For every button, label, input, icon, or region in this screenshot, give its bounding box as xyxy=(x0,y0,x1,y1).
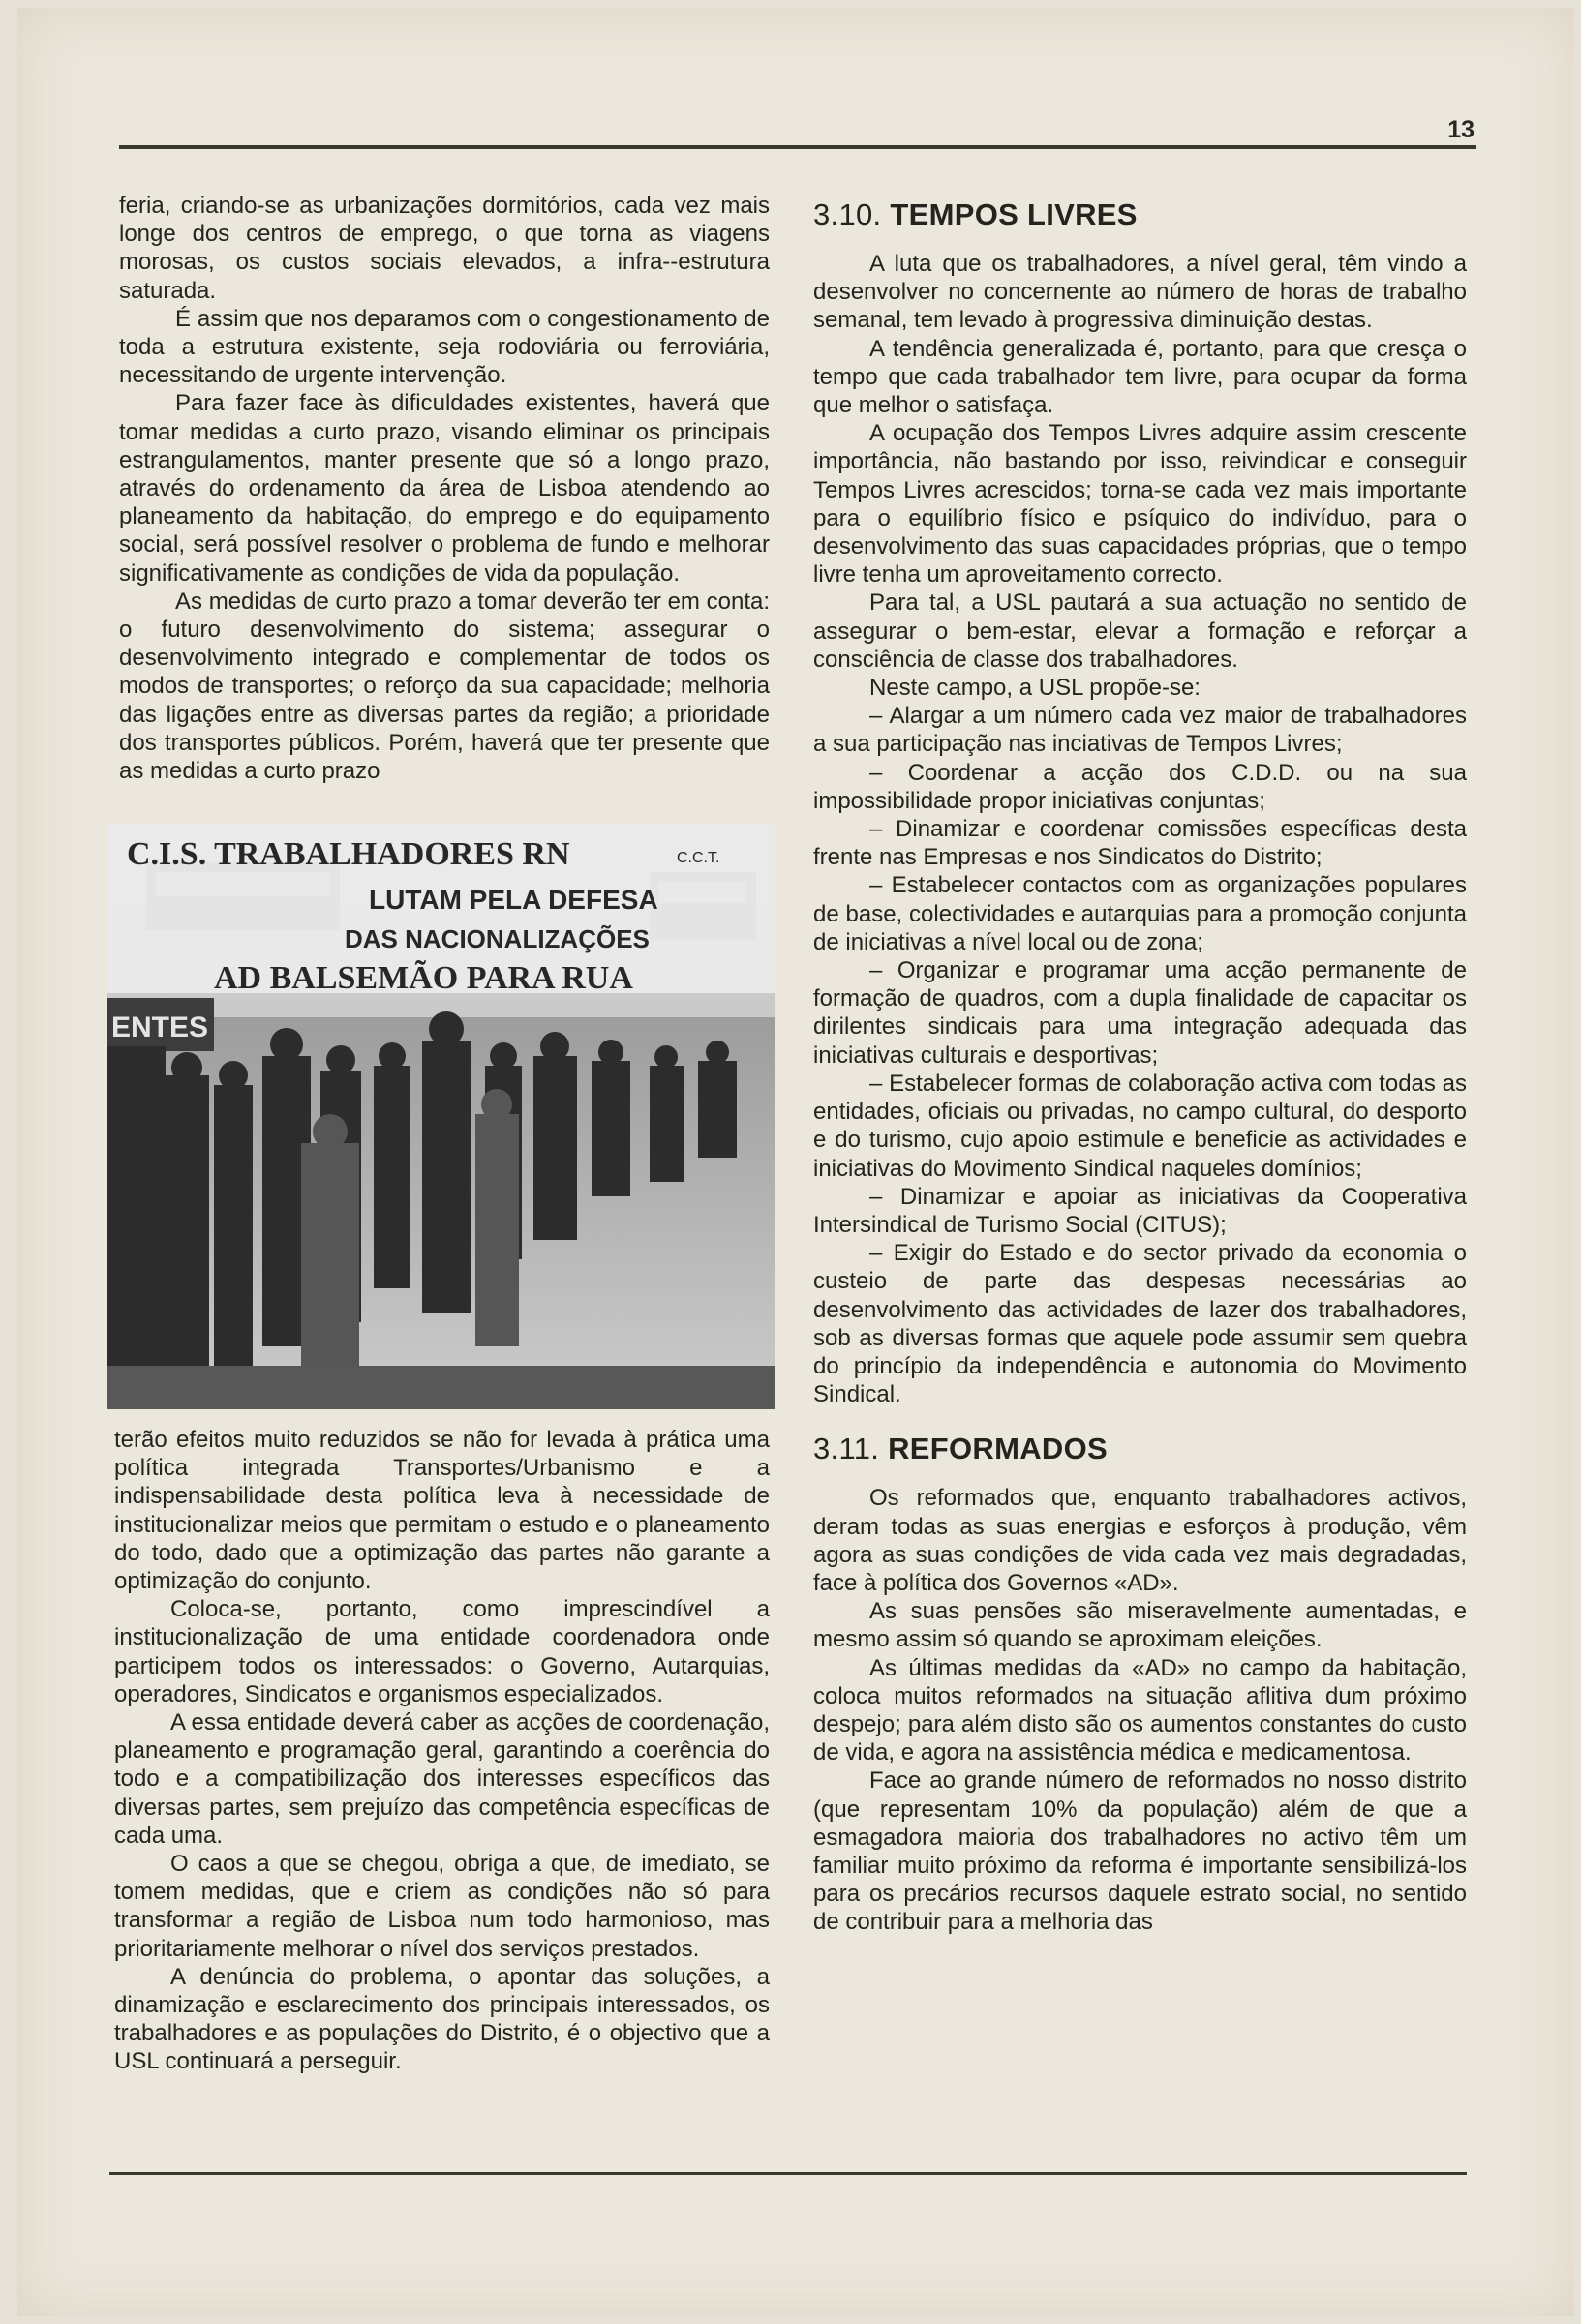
list-item: – Dinamizar e apoiar as iniciativas da Cooperativa Intersindical de Turismo Social (CITUS); xyxy=(813,1183,1467,1238)
body-paragraph: Coloca-se, portanto, como imprescindível a institucionalização de uma entidade coordenadora onde participem todos os interessados: o Governo, Autarquias, operadores, Sindicatos e organismos especializados. xyxy=(114,1596,770,1707)
list-item: – Estabelecer contactos com as organizações populares de base, colectividades e autarquias para a promoção conjunta de iniciativas a nível local ou de zona; xyxy=(813,872,1467,955)
left-column-top xyxy=(119,192,770,816)
list-item: – Dinamizar e coordenar comissões específicas desta frente nas Empresas e nos Sindicatos do Distrito; xyxy=(813,816,1467,871)
body-paragraph: Os reformados que, enquanto trabalhadores activos, deram todas as suas energias e esforços à produção, vêm agora as suas condições de vida cada vez mais degradadas, face à política dos Governos «AD». xyxy=(813,1485,1467,1596)
list-item: – Alargar a um número cada vez maior de trabalhadores a sua participação nas inciativas de Tempos Livres; xyxy=(813,703,1467,758)
banner-line-1: C.I.S. TRABALHADORES RN xyxy=(127,836,570,872)
section-heading-reformados xyxy=(813,1430,1467,1468)
right-column xyxy=(813,192,1467,2137)
top-rule xyxy=(119,145,1476,149)
section-heading-tempos-livres xyxy=(813,196,1467,234)
body-paragraph: As medidas de curto prazo a tomar deverão ter em conta: o futuro desenvolvimento do sistema; assegurar o desenvolvimento integrado e complementar de todos os modos de transportes; o reforço da sua capacidade; melhoria das ligações entre as diversas partes da região; a prioridade dos transportes públicos. Porém, haverá que ter presente que as medidas a curto prazo xyxy=(119,588,770,785)
list-item: – Estabelecer formas de colaboração activa com todas as entidades, oficiais ou privadas, no campo cultural, do desporto e do turismo, cujo apoio estimule e beneficie as actividades e iniciativas do Movimento Sindical naqueles domínios; xyxy=(813,1070,1467,1182)
body-paragraph: feria, criando-se as urbanizações dormitórios, cada vez mais longe dos centros de emprego, o que torna as viagens morosas, os custos sociais elevados, a infra--estrutura saturada. xyxy=(119,193,770,304)
protest-photo xyxy=(107,824,775,1409)
bottom-rule xyxy=(109,2172,1467,2175)
body-paragraph: O caos a que se chegou, obriga a que, de imediato, se tomem medidas, que e criem as condições não só para transformar a região de Lisboa num todo harmonioso, mas prioritariamente melhorar o nível dos serviços prestados. xyxy=(114,1851,770,1962)
body-paragraph: Para tal, a USL pautará a sua actuação no sentido de assegurar o bem-estar, elevar a formação e reforçar a consciência de classe dos trabalhadores. xyxy=(813,589,1467,673)
body-paragraph: A ocupação dos Tempos Livres adquire assim crescente importância, não bastando por isso, reivindicar e conseguir Tempos Livres acrescidos; torna-se cada vez mais importante para o equilíbrio físico e psíquico do indivíduo, para o desenvolvimento das suas capacidades próprias, que o tempo livre tenha um aproveitamento correcto. xyxy=(813,420,1467,589)
banner-line-4: AD BALSEMÃO PARA RUA xyxy=(214,960,633,996)
body-paragraph: A denúncia do problema, o apontar das soluções, a dinamização e esclarecimento dos principais interessados, os trabalhadores e as populações do Distrito, é o objectivo que a USL continuará a perseguir. xyxy=(114,1963,770,2075)
banner-line-3: DAS NACIONALIZAÇÕES xyxy=(345,924,650,953)
newspaper-page xyxy=(17,8,1573,2316)
page-number: 13 xyxy=(1447,116,1475,143)
section-title: TEMPOS LIVRES xyxy=(890,197,1138,231)
body-paragraph: A tendência generalizada é, portanto, para que cresça o tempo que cada trabalhador tem livre, para ocupar da forma que melhor o satisfaça. xyxy=(813,335,1467,419)
list-item: – Coordenar a acção dos C.D.D. ou na sua impossibilidade propor iniciativas conjuntas; xyxy=(813,759,1467,814)
body-paragraph: Neste campo, a USL propõe-se: xyxy=(869,675,1201,702)
left-column-bottom xyxy=(114,1426,770,2142)
section-number: 3.10. xyxy=(813,197,882,231)
side-sign: ENTES xyxy=(111,1011,209,1043)
body-paragraph: Face ao grande número de reformados no nosso distrito (que representam 10% da população) além de que a esmagadora maioria dos trabalhadores no activo têm um familiar muito próximo da reforma é importante sensibilizá-los para os precários recursos daquele estrato social, no sentido de contribuir para a melhoria das xyxy=(813,1767,1467,1936)
body-paragraph: As últimas medidas da «AD» no campo da habitação, coloca muitos reformados na situação aflitiva dum próximo despejo; para além disto são os aumentos constantes do custo de vida, e agora na assistência médica e medicamentosa. xyxy=(813,1654,1467,1766)
body-paragraph: terão efeitos muito reduzidos se não for levada à prática uma política integrada Transportes/Urbanismo e a indispensabilidade desta política leva à necessidade de institucionalizar meios que permitam o estudo e o planeamento do todo, dado que a optimização das partes não garante a optimização do conjunto. xyxy=(114,1427,770,1595)
banner-line-2: LUTAM PELA DEFESA xyxy=(369,885,658,915)
body-paragraph: É assim que nos deparamos com o congestionamento de toda a estrutura existente, seja rodoviária ou ferroviária, necessitando de urgente intervenção. xyxy=(119,305,770,389)
list-item: – Organizar e programar uma acção permanente de formação de quadros, com a dupla finalidade de capacitar os dirilentes sindicais para uma integração adequada das iniciativas culturais e desportivas; xyxy=(813,957,1467,1069)
list-item: – Exigir do Estado e do sector privado da economia o custeio de parte das despesas necessárias ao desenvolvimento das actividades de lazer dos trabalhadores, sob as diversas formas que aquele pode assumir sem quebra do princípio da independência e autonomia do Movimento Sindical. xyxy=(813,1240,1467,1408)
body-paragraph: Para fazer face às dificuldades existentes, haverá que tomar medidas a curto prazo, visando eliminar os principais estrangulamentos, manter presente que só a longo prazo, através do ordenamento da área de Lisboa atendendo ao planeamento da habitação, do emprego e do equipamento social, será possível resolver o problema de fundo e melhorar significativamente as condições de vida da população. xyxy=(119,390,770,587)
body-paragraph: A luta que os trabalhadores, a nível geral, têm vindo a desenvolver no concernente ao número de horas de trabalho semanal, tem levado à progressiva diminuição destas. xyxy=(813,251,1467,334)
body-paragraph: As suas pensões são miseravelmente aumentadas, e mesmo assim só quando se aproximam eleições. xyxy=(813,1598,1467,1653)
banner-corner: C.C.T. xyxy=(677,850,720,866)
section-number: 3.11. xyxy=(813,1432,880,1466)
body-paragraph: A essa entidade deverá caber as acções de coordenação, planeamento e programação geral, garantindo a coerência do todo e a compatibilização dos interesses específicos das diversas partes, sem prejuízo das competência específicas de cada uma. xyxy=(114,1709,770,1849)
section-title: REFORMADOS xyxy=(888,1432,1108,1466)
